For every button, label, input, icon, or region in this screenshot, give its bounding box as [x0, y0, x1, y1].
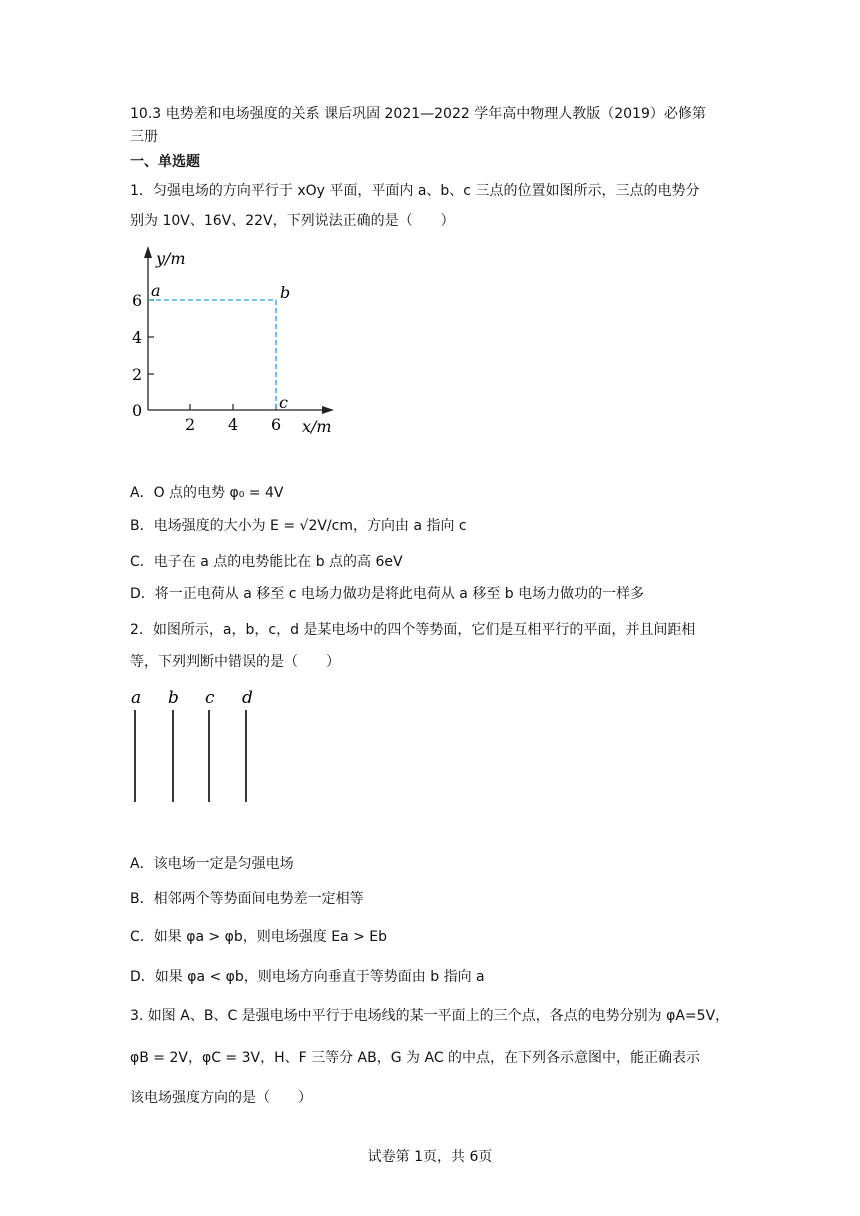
- q3-stem-line1: 3. 如图 A、B、C 是强电场中平行于电场线的某一平面上的三个点，各点的电势分别为 φA=5V，: [130, 1008, 730, 1024]
- q1-option-a: A．O 点的电势 φ₀ = 4V: [130, 485, 284, 501]
- y-tick-2: 2: [132, 365, 143, 384]
- y-tick-6: 6: [132, 291, 143, 310]
- q2-stem-line2: 等，下列判断中错误的是（ ）: [130, 654, 340, 670]
- paper-title-line2: 三册: [130, 129, 158, 145]
- point-b-label: b: [280, 283, 291, 302]
- y-tick-4: 4: [132, 328, 143, 347]
- q2-stem-line1: 2．如图所示，a，b，c，d 是某电场中的四个等势面，它们是互相平行的平面，并且间距相: [130, 622, 696, 638]
- q1-option-b: B．电场强度的大小为 E = √2V/cm，方向由 a 指向 c: [130, 518, 467, 534]
- x-axis-arrow: [322, 406, 334, 414]
- x-tick-4: 4: [228, 415, 239, 434]
- point-c-label: c: [279, 393, 288, 412]
- q3-stem-line2: φB = 2V，φC = 3V，H、F 三等分 AB，G 为 AC 的中点，在下列各示意图中，能正确表示: [130, 1050, 701, 1066]
- q2-equipotential-figure: [126, 686, 266, 808]
- q2-option-c: C．如果 φa > φb，则电场强度 Ea > Eb: [130, 929, 388, 945]
- point-a-label: a: [151, 281, 161, 300]
- plane-a-label: a: [131, 688, 142, 708]
- plane-b-label: b: [168, 688, 179, 708]
- q3-stem-line3: 该电场强度方向的是（ ）: [130, 1090, 312, 1106]
- y-tick-0: 0: [132, 401, 143, 420]
- plane-d-label: d: [242, 688, 253, 708]
- x-axis-label: x/m: [302, 417, 332, 436]
- x-tick-6: 6: [271, 415, 282, 434]
- q1-option-d: D．将一正电荷从 a 移至 c 电场力做功是将此电荷从 a 移至 b 电场力做功的一样多: [130, 586, 645, 602]
- q2-option-b: B．相邻两个等势面间电势差一定相等: [130, 891, 364, 907]
- y-axis-arrow: [144, 246, 152, 258]
- q1-coordinate-figure: [126, 246, 346, 442]
- q2-option-a: A．该电场一定是匀强电场: [130, 856, 294, 872]
- q1-option-c: C．电子在 a 点的电势能比在 b 点的高 6eV: [130, 554, 403, 570]
- section-heading: 一、单选题: [130, 154, 200, 170]
- paper-title-line1: 10.3 电势差和电场强度的关系 课后巩固 2021—2022 学年高中物理人教版（2019）必修第: [130, 106, 706, 122]
- plane-c-label: c: [205, 688, 215, 708]
- q1-stem-line2: 别为 10V、16V、22V，下列说法正确的是（ ）: [130, 213, 455, 229]
- x-tick-2: 2: [185, 415, 196, 434]
- page-footer: 试卷第 1页，共 6页: [367, 1149, 493, 1165]
- y-axis-label: y/m: [156, 249, 186, 268]
- q2-option-d: D．如果 φa < φb，则电场方向垂直于等势面由 b 指向 a: [130, 969, 485, 985]
- q1-stem-line1: 1．匀强电场的方向平行于 xOy 平面，平面内 a、b、c 三点的位置如图所示，三点的电势分: [130, 183, 700, 199]
